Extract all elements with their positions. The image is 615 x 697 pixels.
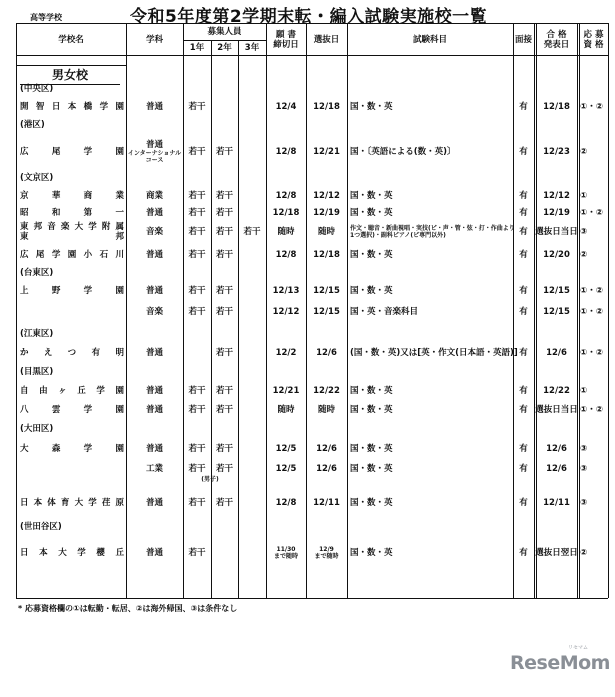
dept-cell bbox=[126, 462, 183, 476]
header-result-l1: 合 格 bbox=[546, 29, 567, 40]
school-name-part: 邦 bbox=[115, 232, 124, 242]
deadline-cell: 12/12 bbox=[272, 307, 300, 317]
y2-cell: 若干 bbox=[215, 386, 233, 396]
interview-cell: 有 bbox=[519, 348, 528, 358]
y3-cell bbox=[238, 206, 266, 220]
school-name: かえつ有明 bbox=[20, 348, 124, 358]
y2-cell: 若干 bbox=[215, 498, 233, 508]
exam-cell: 12/21 bbox=[313, 147, 340, 157]
header-deadline bbox=[266, 24, 306, 55]
y3-cell bbox=[238, 496, 266, 510]
y3-cell bbox=[238, 100, 266, 114]
deadline-cell: 12/8 bbox=[275, 498, 297, 508]
watermark-logo: ReseMom bbox=[510, 652, 610, 674]
exam-cell: 12/22 bbox=[313, 386, 340, 396]
header-school: 学校名 bbox=[58, 34, 84, 45]
section-coed: 男女校 bbox=[20, 66, 120, 85]
col-line bbox=[16, 23, 17, 598]
dept-cell bbox=[126, 284, 183, 298]
exam-cell: 12/19 bbox=[313, 208, 340, 218]
y3-cell bbox=[238, 462, 266, 476]
interview-cell: 有 bbox=[519, 250, 528, 260]
deadline-cell: 12/5 bbox=[275, 464, 297, 474]
dept-label: 普通 bbox=[145, 444, 163, 454]
dept-cell bbox=[126, 225, 183, 239]
y3-cell bbox=[238, 189, 266, 203]
header-exam-date: 選抜日 bbox=[313, 34, 340, 45]
exam-cell: 随時 bbox=[317, 227, 335, 237]
school-name: 日本大学櫻丘 bbox=[20, 548, 124, 558]
header-elig-l2: 資 格 bbox=[583, 39, 604, 50]
subjects-cell: 国・数・英 bbox=[350, 498, 393, 508]
header-deadline-l1: 願 書 bbox=[276, 29, 296, 40]
ward-label: (文京区) bbox=[20, 173, 54, 183]
name-cell bbox=[20, 403, 124, 417]
school-name: 東邦音楽大学附属 bbox=[20, 222, 124, 232]
header-dept: 学科 bbox=[145, 34, 163, 45]
elig-cell: ①・② bbox=[580, 405, 603, 415]
school-name-cont bbox=[20, 232, 124, 242]
school-name: 京華商業 bbox=[20, 191, 124, 201]
y3-cell bbox=[238, 305, 266, 319]
table-border-bottom bbox=[16, 598, 608, 599]
y3-cell bbox=[238, 403, 266, 417]
dept-label: 普通 bbox=[145, 348, 163, 358]
dept-cell bbox=[126, 137, 183, 167]
exam-cell: 12/15 bbox=[313, 307, 340, 317]
subjects-cell: 国・数・英 bbox=[350, 548, 393, 558]
elig-cell: ①・② bbox=[580, 307, 603, 317]
name-cell bbox=[20, 206, 124, 220]
name-cell bbox=[20, 248, 124, 262]
page-title: 令和5年度第2学期末転・編入試験実施校一覧 bbox=[130, 7, 488, 27]
dept-label: 普通 bbox=[145, 102, 163, 112]
elig-cell: ③ bbox=[580, 464, 588, 474]
subjects-cell: 国・数・英 bbox=[350, 191, 393, 201]
result-cell: 選抜日当日 bbox=[535, 227, 578, 237]
school-name: 開智日本橋学園 bbox=[20, 102, 124, 112]
deadline-cell: 12/8 bbox=[275, 147, 297, 157]
dept-label: 普通 bbox=[145, 405, 163, 415]
dept-cell bbox=[126, 248, 183, 262]
school-name: 上野学園 bbox=[20, 286, 124, 296]
elig-cell: ①・② bbox=[580, 348, 603, 358]
interview-cell: 有 bbox=[519, 405, 528, 415]
interview-cell: 有 bbox=[519, 147, 528, 157]
dept-cell bbox=[126, 442, 183, 456]
school-name: 日本体育大学荏原 bbox=[20, 498, 124, 508]
y3-cell: 若干 bbox=[243, 227, 261, 237]
result-cell: 12/6 bbox=[546, 444, 567, 454]
dept-label: 商業 bbox=[145, 191, 163, 201]
deadline-cell: 12/13 bbox=[272, 286, 300, 296]
school-category: 高等学校 bbox=[30, 13, 62, 22]
elig-cell: ② bbox=[580, 250, 588, 260]
ward-label: (目黒区) bbox=[20, 367, 54, 377]
elig-cell: ① bbox=[580, 191, 588, 201]
interview-cell: 有 bbox=[519, 548, 528, 558]
y1-cell: 若干 bbox=[188, 386, 206, 396]
y1-cell: 若干 bbox=[188, 498, 206, 508]
name-cell bbox=[20, 284, 124, 298]
y1-cell: 若干 bbox=[188, 286, 206, 296]
y1-cell: 若干 bbox=[188, 191, 206, 201]
name-cell bbox=[20, 546, 124, 560]
y2-cell: 若干 bbox=[215, 464, 233, 474]
elig-cell: ② bbox=[580, 548, 588, 558]
subjects-cell: (国・数・英)又は[英・作文(日本語・英語)] bbox=[350, 348, 518, 358]
recruit-divider bbox=[183, 40, 266, 41]
subjects-cell: 国・数・英 bbox=[350, 386, 393, 396]
result-cell: 12/15 bbox=[543, 307, 570, 317]
y3-cell bbox=[238, 284, 266, 298]
col-line bbox=[577, 23, 578, 598]
result-cell: 12/6 bbox=[546, 464, 567, 474]
y2-cell: 若干 bbox=[215, 191, 233, 201]
name-cell bbox=[20, 100, 124, 114]
exam-cell: 12/6 bbox=[316, 444, 337, 454]
name-cell bbox=[20, 145, 124, 159]
elig-cell: ①・② bbox=[580, 286, 603, 296]
y3-cell bbox=[238, 546, 266, 560]
col-line bbox=[211, 40, 212, 598]
y2-cell bbox=[211, 546, 238, 560]
header-result-date bbox=[536, 24, 577, 55]
dept-label: 工業 bbox=[145, 464, 163, 474]
y3-cell bbox=[238, 384, 266, 398]
deadline-cell: 随時 bbox=[277, 405, 295, 415]
subjects-cell: 国・数・英 bbox=[350, 286, 393, 296]
col-line bbox=[608, 23, 609, 598]
dept-label: 普通 bbox=[145, 208, 163, 218]
col-line bbox=[347, 23, 348, 598]
deadline-cell: 12/8 bbox=[275, 250, 297, 260]
subjects-cell: 国・〔英語による(数・英)〕 bbox=[350, 147, 456, 157]
subjects-cell: 国・英・音楽科目 bbox=[350, 307, 419, 317]
y2-cell: 若干 bbox=[215, 227, 233, 237]
interview-cell: 有 bbox=[519, 464, 528, 474]
interview-cell: 有 bbox=[519, 227, 528, 237]
name-cell bbox=[20, 189, 124, 203]
exam-cell: 12/18 bbox=[313, 250, 340, 260]
dept-label: 普通 bbox=[145, 286, 163, 296]
dept-cell bbox=[126, 346, 183, 360]
ward-label: (大田区) bbox=[20, 424, 54, 434]
y1-cell: 若干 bbox=[188, 250, 206, 260]
school-name: 広尾学園 bbox=[20, 147, 124, 157]
name-cell bbox=[20, 384, 124, 398]
dept-cell bbox=[126, 305, 183, 319]
school-name: 八雲学園 bbox=[20, 405, 124, 415]
interview-cell: 有 bbox=[519, 386, 528, 396]
header-deadline-l2: 締切日 bbox=[273, 39, 299, 50]
ward-label: (台東区) bbox=[20, 268, 54, 278]
exam-cell: 12/18 bbox=[313, 102, 340, 112]
header-interview: 面接 bbox=[514, 34, 532, 45]
subjects-cell: 国・数・英 bbox=[350, 444, 393, 454]
exam-cell: 随時 bbox=[317, 405, 335, 415]
y1-cell: 若干 bbox=[188, 307, 206, 317]
exam-cell: 12/15 bbox=[313, 286, 340, 296]
table-border-top bbox=[16, 23, 608, 24]
subjects-cell: 国・数・英 bbox=[350, 405, 393, 415]
result-cell: 12/19 bbox=[543, 208, 570, 218]
dept-label: 普通 bbox=[145, 548, 163, 558]
dept-label: 音楽 bbox=[145, 227, 163, 237]
result-cell: 選抜日翌日 bbox=[535, 548, 578, 558]
deadline-cell: 12/5 bbox=[275, 444, 297, 454]
result-cell: 12/6 bbox=[546, 348, 567, 358]
dept-label: 普通 bbox=[145, 498, 163, 508]
name-cell bbox=[20, 442, 124, 456]
dept-cell bbox=[126, 206, 183, 220]
y2-cell: 若干 bbox=[215, 286, 233, 296]
elig-cell: ③ bbox=[580, 444, 588, 454]
dept-label: 音楽 bbox=[145, 307, 163, 317]
header-result-l2: 発表日 bbox=[543, 39, 570, 50]
exam-cell: 12/6 bbox=[316, 348, 337, 358]
school-name: 大森学園 bbox=[20, 444, 124, 454]
ward-label: (中央区) bbox=[20, 84, 54, 94]
interview-cell: 有 bbox=[519, 498, 528, 508]
elig-cell: ③ bbox=[580, 498, 588, 508]
y1-cell: 若干 bbox=[188, 208, 206, 218]
header-divider bbox=[16, 55, 608, 56]
school-name: 広尾学園小石川 bbox=[20, 250, 124, 260]
result-cell: 12/18 bbox=[543, 102, 570, 112]
y1-cell: 若干 bbox=[188, 444, 206, 454]
y2-cell: 若干 bbox=[215, 250, 233, 260]
dept-sub: インターナショナル コース bbox=[127, 150, 182, 164]
y1-cell: 若干 bbox=[188, 548, 206, 558]
interview-cell: 有 bbox=[519, 191, 528, 201]
interview-cell: 有 bbox=[519, 286, 528, 296]
y1-cell: 若干 bbox=[188, 227, 206, 237]
y1-cell: 若干 bbox=[188, 102, 206, 112]
interview-cell: 有 bbox=[519, 307, 528, 317]
exam-cell: 12/11 bbox=[313, 498, 340, 508]
y2-cell: 若干 bbox=[215, 208, 233, 218]
deadline-cell: 12/8 bbox=[275, 191, 297, 201]
header-recruit: 募集人員 bbox=[207, 27, 242, 37]
deadline-cell: 11/30 まで随時 bbox=[273, 546, 298, 560]
result-cell: 12/20 bbox=[543, 250, 570, 260]
exam-cell: 12/12 bbox=[313, 191, 340, 201]
y1-cell: 若干 bbox=[188, 464, 206, 474]
y2-cell: 若干 bbox=[215, 348, 233, 358]
elig-cell: ① bbox=[580, 386, 588, 396]
result-cell: 12/12 bbox=[543, 191, 570, 201]
deadline-cell: 随時 bbox=[277, 227, 295, 237]
school-name: 昭和第一 bbox=[20, 208, 124, 218]
interview-cell: 有 bbox=[519, 444, 528, 454]
y2-cell: 若干 bbox=[215, 444, 233, 454]
ward-label: (世田谷区) bbox=[20, 522, 62, 532]
interview-cell: 有 bbox=[519, 208, 528, 218]
dept-cell bbox=[126, 546, 183, 560]
interview-cell: 有 bbox=[519, 102, 528, 112]
dept-cell bbox=[126, 100, 183, 114]
y2-cell bbox=[211, 100, 238, 114]
result-cell: 12/15 bbox=[543, 286, 570, 296]
header-subjects: 試験科目 bbox=[412, 34, 447, 45]
result-cell: 12/22 bbox=[543, 386, 570, 396]
dept-cell bbox=[126, 403, 183, 417]
dept-cell bbox=[126, 384, 183, 398]
header-eligibility bbox=[579, 24, 608, 55]
deadline-cell: 12/4 bbox=[275, 102, 297, 112]
subjects-cell: 国・数・英 bbox=[350, 102, 393, 112]
dept-cell bbox=[126, 496, 183, 510]
dept-label: 普通 bbox=[145, 140, 163, 150]
y1-cell bbox=[183, 346, 211, 360]
school-name: 自由ヶ丘学園 bbox=[20, 386, 124, 396]
dept-cell bbox=[126, 189, 183, 203]
dept-label: 普通 bbox=[145, 386, 163, 396]
ward-label: (港区) bbox=[20, 120, 45, 130]
y3-cell bbox=[238, 145, 266, 159]
name-cell bbox=[20, 221, 124, 243]
watermark-sub: リセマム bbox=[568, 645, 588, 651]
elig-cell: ② bbox=[580, 147, 588, 157]
subjects-cell: 国・数・英 bbox=[350, 464, 393, 474]
deadline-cell: 12/18 bbox=[272, 208, 300, 218]
y1-cell: 若干 bbox=[188, 405, 206, 415]
col-line bbox=[534, 23, 535, 598]
footnote: * 応募資格欄の①は転勤・転居、②は海外帰国、③は条件なし bbox=[18, 604, 238, 613]
result-cell: 選抜日当日 bbox=[535, 405, 578, 415]
dept-label: 普通 bbox=[145, 250, 163, 260]
exam-cell: 12/9 まで随時 bbox=[314, 546, 339, 560]
y3-cell bbox=[238, 346, 266, 360]
y3-cell bbox=[238, 248, 266, 262]
elig-cell: ①・② bbox=[580, 208, 603, 218]
deadline-cell: 12/21 bbox=[272, 386, 300, 396]
ward-label: (江東区) bbox=[20, 329, 54, 339]
subjects-cell: 国・数・英 bbox=[350, 250, 393, 260]
y3-cell bbox=[238, 442, 266, 456]
col-line bbox=[238, 40, 239, 598]
deadline-cell: 12/2 bbox=[275, 348, 297, 358]
elig-cell: ①・② bbox=[580, 102, 603, 112]
result-cell: 12/11 bbox=[543, 498, 570, 508]
result-cell: 12/23 bbox=[543, 147, 570, 157]
y1-cell: 若干 bbox=[188, 147, 206, 157]
header-year1: 1年 bbox=[189, 42, 205, 53]
exam-cell: 12/6 bbox=[316, 464, 337, 474]
header-elig-l1: 応 募 bbox=[583, 29, 604, 40]
name-cell bbox=[20, 496, 124, 510]
school-name-part: 東 bbox=[20, 232, 29, 242]
recruit-note: (男子) bbox=[201, 475, 219, 483]
name-cell bbox=[20, 346, 124, 360]
header-year2: 2年 bbox=[217, 42, 232, 53]
y2-cell: 若干 bbox=[215, 307, 233, 317]
y2-cell: 若干 bbox=[215, 147, 233, 157]
subjects-cell: 作文・聴音・新曲視唱・実技(ピ・声・管・弦・打・作曲より 1つ選択)・副科ピアノ(ピ専門以外) bbox=[350, 225, 515, 239]
y2-cell: 若干 bbox=[215, 405, 233, 415]
subjects-cell: 国・数・英 bbox=[350, 208, 393, 218]
header-year3: 3年 bbox=[244, 42, 260, 53]
elig-cell: ③ bbox=[580, 227, 588, 237]
